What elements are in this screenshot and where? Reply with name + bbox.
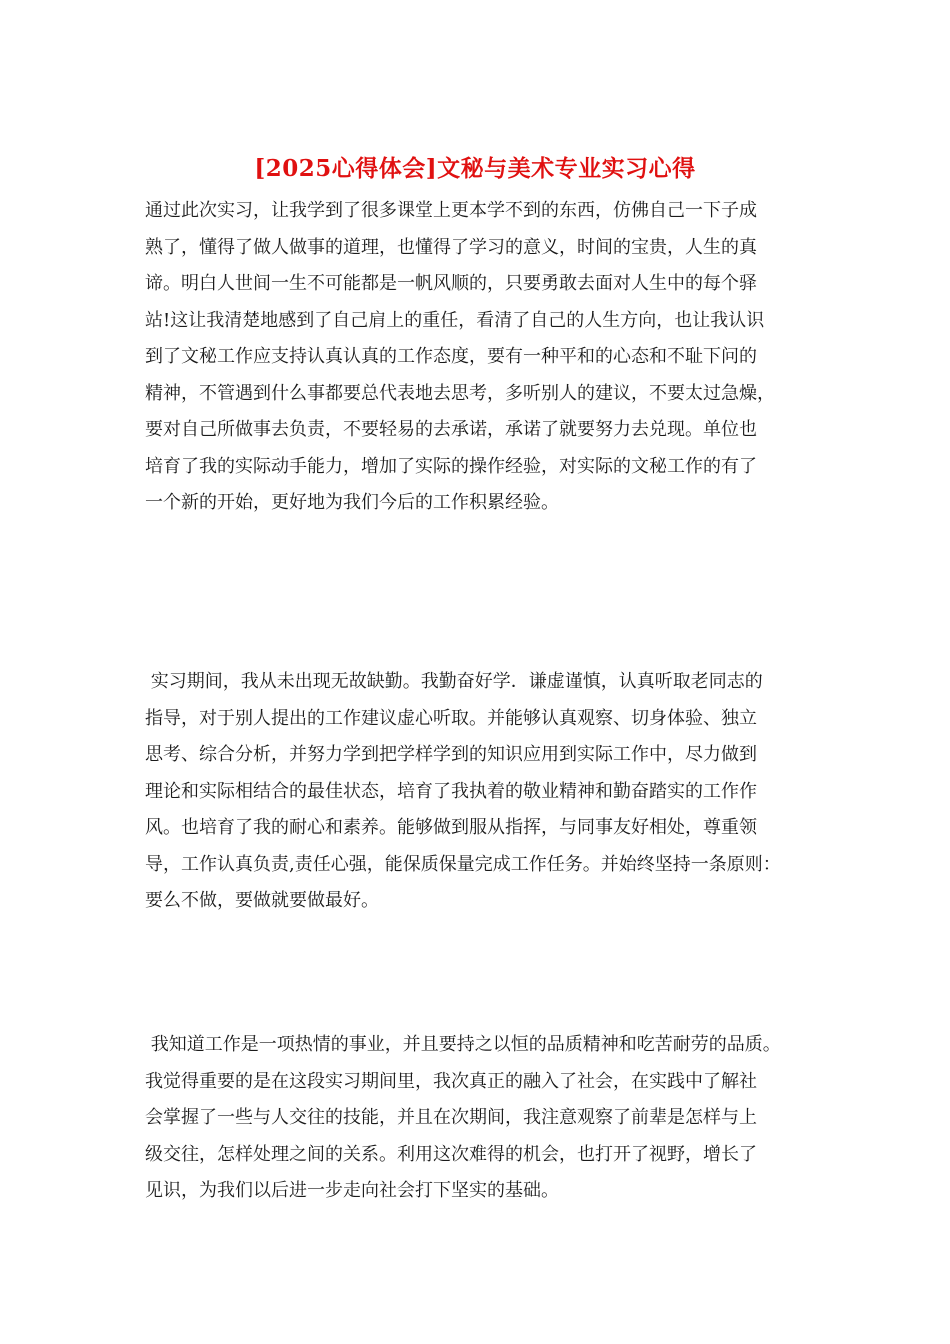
- paragraph-1: [145, 193, 835, 522]
- paragraph-line: 我知道工作是一项热情的事业，并且要持之以恒的品质精神和吃苦耐劳的品质。: [145, 1034, 781, 1055]
- paragraph-line: 一个新的开始，更好地为我们今后的工作积累经验。: [145, 492, 559, 513]
- paragraph-2: [145, 664, 835, 920]
- paragraph-line: 要么不做，要做就要做最好。: [145, 890, 379, 911]
- paragraph-line: 实习期间，我从未出现无故缺勤。我勤奋好学．谦虚谨慎，认真听取老同志的: [145, 671, 763, 692]
- paragraph-line: 思考、综合分析，并努力学到把学样学到的知识应用到实际工作中，尽力做到: [145, 744, 757, 765]
- paragraph-line: 培育了我的实际动手能力，增加了实际的操作经验，对实际的文秘工作的有了: [145, 455, 757, 477]
- paragraph-line: 要对自己所做事去负责，不要轻易的去承诺，承诺了就要努力去兑现。单位也: [145, 419, 757, 440]
- document-title: [2025心得体会]文秘与美术专业实习心得: [254, 155, 696, 182]
- paragraph-line: 级交往，怎样处理之间的关系。利用这次难得的机会，也打开了视野，增长了: [145, 1143, 757, 1165]
- paragraph-line: 到了文秘工作应支持认真认真的工作态度，要有一种平和的心态和不耻下问的: [145, 346, 757, 367]
- paragraph-line: 我觉得重要的是在这段实习期间里，我次真正的融入了社会，在实践中了解社: [145, 1070, 757, 1092]
- paragraph-line: 会掌握了一些与人交往的技能，并且在次期间，我注意观察了前辈是怎样与上: [145, 1107, 757, 1128]
- paragraph-line: 精神，不管遇到什么事都要总代表地去思考，多听别人的建议，不要太过急燥，: [145, 382, 775, 404]
- paragraph-3: [145, 1027, 835, 1210]
- paragraph-line: 熟了，懂得了做人做事的道理，也懂得了学习的意义，时间的宝贵，人生的真: [145, 236, 757, 258]
- paragraph-line: 见识，为我们以后进一步走向社会打下坚实的基础。: [145, 1180, 559, 1201]
- paragraph-line: 谛。明白人世间一生不可能都是一帆风顺的，只要勇敢去面对人生中的每个驿: [145, 273, 757, 294]
- paragraph-line: 风。也培育了我的耐心和素养。能够做到服从指挥，与同事友好相处，尊重领: [145, 817, 757, 838]
- paragraph-line: 导，工作认真负责,责任心强，能保质保量完成工作任务。并始终坚持一条原则：: [145, 853, 781, 875]
- paragraph-line: 理论和实际相结合的最佳状态，培育了我执着的敬业精神和勤奋踏实的工作作: [145, 780, 757, 802]
- paragraph-line: 指导，对于别人提出的工作建议虚心听取。并能够认真观察、切身体验、独立: [145, 707, 757, 729]
- paragraph-line: 站!这让我清楚地感到了自己肩上的重任，看清了自己的人生方向，也让我认识: [145, 309, 765, 331]
- paragraph-line: 通过此次实习，让我学到了很多课堂上更本学不到的东西，仿佛自己一下子成: [145, 200, 757, 221]
